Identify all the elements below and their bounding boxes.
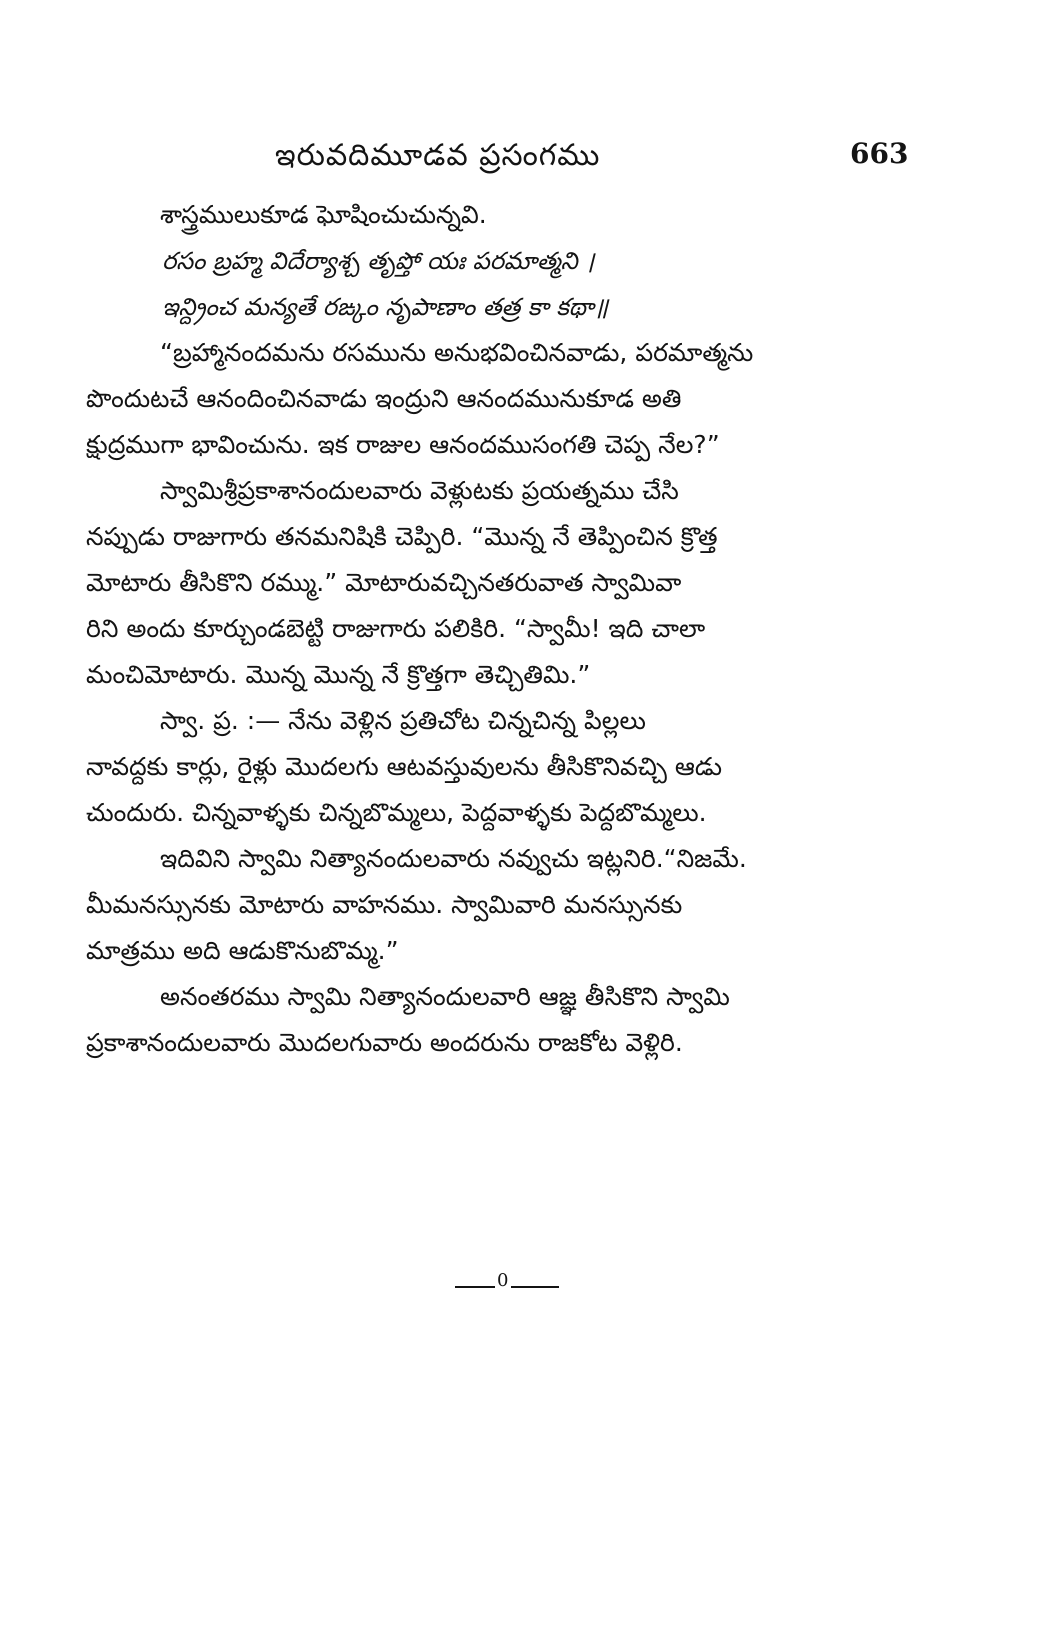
text-line: మీమనస్సునకు మోటారు వాహనము. స్వామివారి మనస్సునకు <box>86 890 683 919</box>
text-line: నావద్దకు కార్లు, రైళ్లు మొదలగు ఆటవస్తువులను తీసికొనివచ్చి ఆడు <box>86 752 723 781</box>
section-separator <box>455 1270 559 1296</box>
separator-mark: 0 <box>497 1270 509 1291</box>
text-line: ఇదివిని స్వామి నిత్యానందులవారు నవ్వుచు ఇట్లనిరి.“నిజమే. <box>160 844 747 873</box>
text-line: క్షుద్రముగా భావించును. ఇక రాజుల ఆనందముసంగతి చెప్ప నేల?” <box>86 430 720 459</box>
text-line: మోటారు తీసికొని రమ్ము.” మోటారువచ్చినతరువాత స్వామివా <box>86 568 682 597</box>
verse-line: ఇన్ద్రించ మన్యతే రఙ్కం నృపాణాం తత్ర కా కథా॥ <box>162 293 609 321</box>
page-number: 663 <box>850 137 909 170</box>
text-line: అనంతరము స్వామి నిత్యానందులవారి ఆజ్ఞ తీసికొని స్వామి <box>160 982 730 1011</box>
separator-rule-left <box>455 1286 495 1288</box>
text-line: శాస్త్రములుకూడ ఘోషించుచున్నవి. <box>160 200 487 229</box>
chapter-title: ఇరువదిమూడవ ప్రసంగము <box>275 138 601 173</box>
text-line: పొందుటచే ఆనందించినవాడు ఇంద్రుని ఆనందమునుకూడ అతి <box>86 384 682 413</box>
text-line: “బ్రహ్మానందమను రసమును అనుభవించినవాడు, పరమాత్మను <box>160 338 754 367</box>
separator-rule-right <box>511 1286 559 1288</box>
text-line: మంచిమోటారు. మొన్న మొన్న నే క్రొత్తగా తెచ్చితిమి.” <box>86 660 591 689</box>
verse-line: రసం బ్రహ్మ విదేర్యాశ్చ తృప్తో యః పరమాత్మని । <box>162 247 595 275</box>
text-line: ప్రకాశానందులవారు మొదలగువారు అందరును రాజకోట వెళ్లిరి. <box>86 1028 683 1057</box>
text-line: నప్పుడు రాజుగారు తనమనిషికి చెప్పిరి. “మొన్న నే తెప్పించిన క్రొత్త <box>86 522 718 551</box>
text-line: స్వా. ప్ర. :— నేను వెళ్లిన ప్రతిచోట చిన్నచిన్న పిల్లలు <box>160 706 646 735</box>
text-line: చుందురు. చిన్నవాళ్ళకు చిన్నబొమ్మలు, పెద్దవాళ్ళకు పెద్దబొమ్మలు. <box>86 798 707 827</box>
text-line: స్వామిశ్రీప్రకాశానందులవారు వెళ్లుటకు ప్రయత్నము చేసి <box>160 476 679 505</box>
text-line: మాత్రము అది ఆడుకొనుబొమ్మ.” <box>86 936 399 965</box>
text-line: రిని అందు కూర్చుండబెట్టి రాజుగారు పలికిరి. “స్వామీ! ఇది చాలా <box>86 614 706 643</box>
